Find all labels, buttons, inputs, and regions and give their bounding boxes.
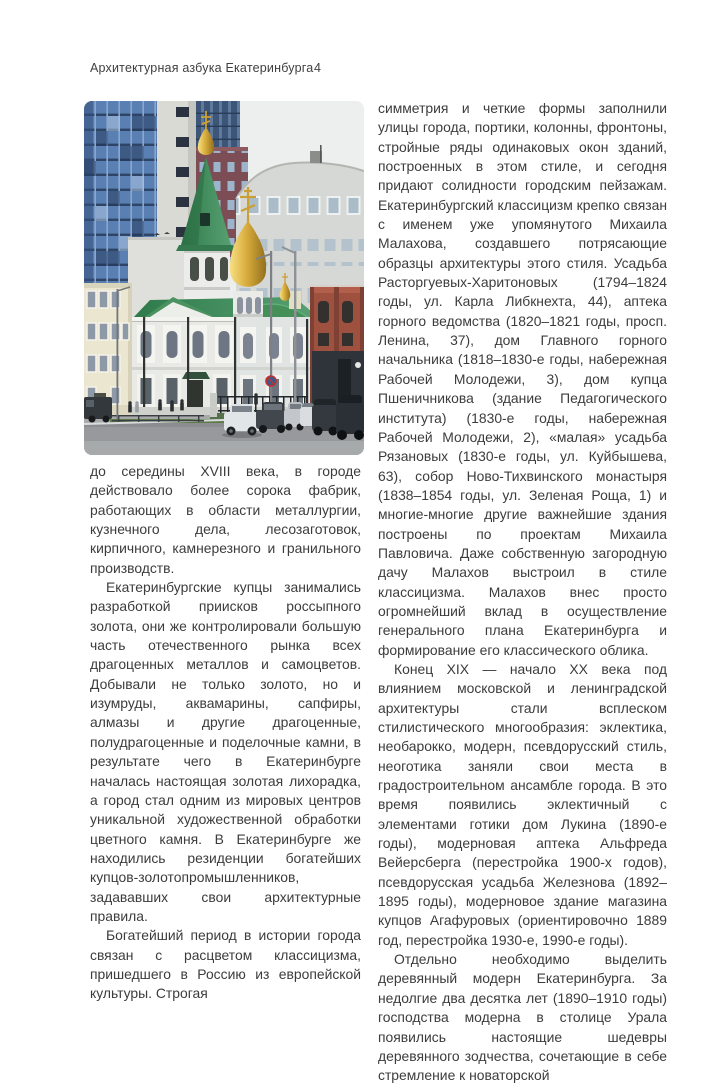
running-title: Архитектурная азбука Екатеринбурга — [90, 61, 314, 75]
paragraph: Богатейший период в истории города связан с расцветом классицизма, пришедшего в Россию из европейской культуры. Строгая — [90, 927, 361, 1002]
paragraph: до середины XVIII века, в городе действовало более сорока фабрик, работающих в области металлургии, кузнечного дела, лесозаготовок, кирпичного, камнерезного и гранильного производств. — [90, 463, 361, 576]
paragraph: Отдельно необходимо выделить деревянный модерн Екатеринбурга. За недолгие два десятка лет (1890–1910 годы) господства модерна в столице Урала появились настоящие шедевры деревянного зодчества, сочетающие в себе стремление к новаторской — [378, 951, 667, 1084]
paragraph: Екатеринбургские купцы занимались разработкой приисков россыпного золота, они же контролировали большую часть отечественного рынка всех драгоценных металлов и самоцветов. Добывали не только золото, но и изумруды, аквамарины, сапфиры, алмазы и другие драгоценные, полудрагоценные и поделочные камни, в результате чего в Екатеринбурге началась настоящая золотая лихорадка, а город стал одним из мировых центров уникальной художественной обработки цветного камня. В Екатеринбурге же находились резиденции богатейших купцов-золотопромышленников, задававших свои архитектурные правила. — [90, 579, 361, 924]
paragraph: Конец XIX — начало XX века под влиянием московской и ленинградской архитектуры стали всплеском стилистического многообразия: эклектика, необарокко, модерн, псевдорусский стиль, неоготика заняли свои места в градостроительном ансамбле города. В это время появились эклектичный с элементами готики дом Лукина (1890-е годы), модерновая аптека Альфреда Вейерсберга (перестройка 1900-х годов), псевдорусская усадьба Железнова (1892–1895 годы), модерновое здание магазина купцов Агафуровых (ориентировочно 1889 год, перестройка 1930-е, 1990-е годы). — [378, 660, 667, 948]
paragraph: симметрия и четкие формы заполнили улицы города, портики, колонны, фронтоны, стройные ряды одинаковых окон зданий, построенных в этом стиле, и сегодня придают солидности городским пейзажам. Екатеринбургский классицизм крепко связан с именем уже упомянутого Михаила Малахова, создавшего потрясающие образцы архитектуры этого стиля. Усадьба Расторгуевых-Харитоновых (1794–1824 годы, ул. Карла Либкнехта, 44), аптека горного ведомства (1820–1821 годы, просп. Ленина, 37), дом Главного горного начальника (1818–1830-е годы, набережная Рабочей Молодежи, 3), дом купца Пшеничникова (здание Педагогического института) (1830-е годы, набережная Рабочей Молодежи, 2), «малая» усадьба Рязановых (1830-е годы, ул. Куйбышева, 63), собор Ново-Тихвинского монастыря (1838–1854 годы, ул. Зеленая Роща, 1) и многие-многие другие важнейшие здания построены по проектам Михаила Павловича. Даже собственную загородную дачу Малахов выстроил в стиле классицизма. Малахов внес просто огромнейший вклад в осуществление генерального плана Екатеринбурга и формирование его классического облика. — [378, 100, 668, 658]
text-column-left — [90, 462, 361, 1004]
church-photo-illustration — [84, 101, 364, 455]
church-photo — [84, 101, 364, 455]
text-column-right — [378, 99, 667, 1086]
page-number: 4 — [314, 61, 321, 75]
